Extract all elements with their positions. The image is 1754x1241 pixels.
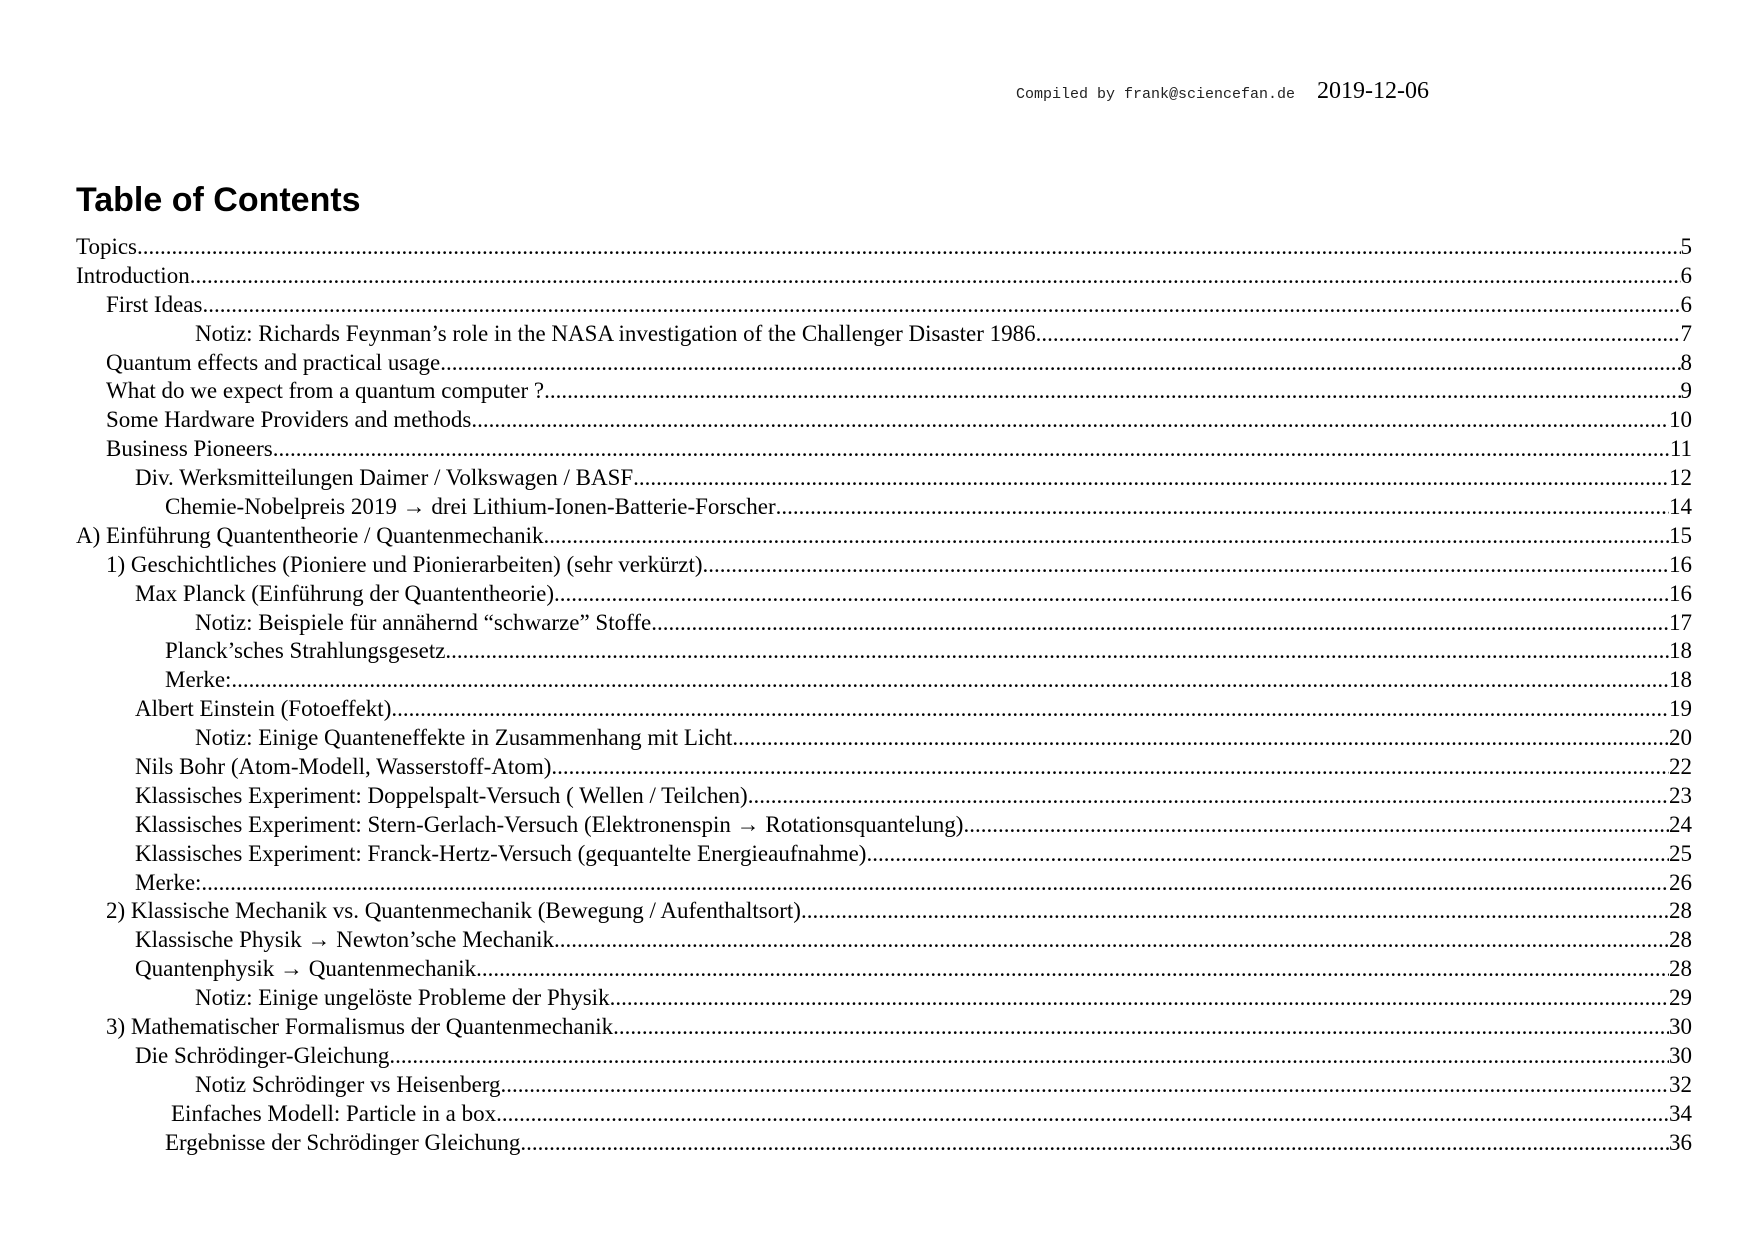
toc-entry-title: Nils Bohr (Atom-Modell, Wasserstoff-Atom): [135, 754, 552, 780]
toc-entry[interactable]: [76, 812, 1692, 841]
toc-entry[interactable]: [76, 494, 1692, 523]
compiled-by: Compiled by frank@sciencefan.de: [1015, 86, 1296, 103]
toc-entry-page: 28: [1669, 956, 1692, 982]
toc-entry-title: 3) Mathematischer Formalismus der Quantenmechanik: [106, 1014, 614, 1040]
dot-leader: [202, 292, 1680, 318]
dot-leader: [476, 956, 1669, 982]
toc-entry-title: Some Hardware Providers and methods: [106, 407, 472, 433]
toc-entry[interactable]: [76, 263, 1692, 292]
toc-entry-page: 23: [1669, 782, 1692, 808]
toc-entry[interactable]: [76, 407, 1692, 436]
toc-entry[interactable]: [76, 292, 1692, 321]
toc-entry[interactable]: [76, 956, 1692, 985]
toc-entry-title: Notiz Schrödinger vs Heisenberg: [195, 1071, 501, 1097]
dot-leader: [201, 870, 1669, 896]
toc-entry-page: 22: [1669, 754, 1692, 780]
dot-leader: [273, 436, 1670, 462]
dot-leader: [391, 696, 1669, 722]
toc-entry-page: 30: [1669, 1014, 1692, 1040]
dot-leader: [551, 754, 1669, 780]
toc-entry[interactable]: [76, 754, 1692, 783]
toc-entry[interactable]: [76, 465, 1692, 494]
toc-entry-page: 32: [1669, 1071, 1692, 1097]
toc-entry[interactable]: [76, 610, 1692, 639]
toc-entry[interactable]: [76, 378, 1692, 407]
toc-entry[interactable]: [76, 985, 1692, 1014]
toc-entry-page: 5: [1680, 234, 1692, 259]
dot-leader: [776, 494, 1669, 520]
dot-leader: [137, 234, 1681, 260]
document-header: [1016, 78, 1429, 105]
page-title: Table of Contents: [76, 181, 361, 219]
toc-entry-page: 20: [1669, 725, 1692, 751]
toc-entry[interactable]: [76, 638, 1692, 667]
toc-entry-title: Planck’sches Strahlungsgesetz: [165, 638, 446, 664]
toc-entry-page: 16: [1669, 551, 1692, 577]
toc-entry-title: Notiz: Beispiele für annähernd “schwarze” Stoffe: [195, 609, 652, 635]
dot-leader: [440, 350, 1680, 376]
toc-entry[interactable]: [76, 841, 1692, 870]
toc-entry-title: Klassisches Experiment: Doppelspalt-Versuch ( Wellen / Teilchen): [135, 782, 748, 808]
toc-entry-title: Merke:: [165, 667, 232, 693]
dot-leader: [1036, 321, 1681, 347]
toc-entry-page: 15: [1669, 522, 1692, 548]
dot-leader: [651, 610, 1669, 636]
toc-entry-page: 19: [1669, 696, 1692, 722]
toc-entry-page: 24: [1669, 811, 1692, 837]
toc-entry-title: Klassisches Experiment: Franck-Hertz-Versuch (gequantelte Energieaufnahme): [135, 840, 867, 866]
dot-leader: [445, 638, 1669, 664]
dot-leader: [801, 898, 1669, 924]
toc-entry-title: Merke:: [135, 869, 202, 895]
toc-entry-page: 29: [1669, 985, 1692, 1011]
table-of-contents: [76, 234, 1692, 1159]
toc-entry-page: 36: [1669, 1129, 1692, 1155]
toc-entry-page: 16: [1669, 580, 1692, 606]
toc-entry-page: 7: [1680, 320, 1692, 346]
toc-entry[interactable]: [76, 552, 1692, 581]
toc-entry-page: 26: [1669, 869, 1692, 895]
toc-entry[interactable]: [76, 523, 1692, 552]
toc-entry-title: Topics: [76, 234, 137, 259]
toc-entry[interactable]: [76, 667, 1692, 696]
toc-entry[interactable]: [76, 783, 1692, 812]
toc-entry-page: 11: [1669, 436, 1692, 462]
dot-leader: [190, 263, 1681, 289]
toc-entry-page: 10: [1669, 407, 1692, 433]
dot-leader: [610, 985, 1669, 1011]
toc-entry-title: What do we expect from a quantum computer ?: [106, 378, 545, 404]
toc-entry[interactable]: [76, 927, 1692, 956]
toc-entry-title: First Ideas: [106, 291, 203, 317]
dot-leader: [633, 465, 1669, 491]
toc-entry-title: Notiz: Einige Quanteneffekte in Zusammenhang mit Licht: [195, 725, 733, 751]
toc-entry[interactable]: [76, 321, 1692, 350]
dot-leader: [496, 1101, 1669, 1127]
dot-leader: [748, 783, 1669, 809]
toc-entry[interactable]: [76, 725, 1692, 754]
toc-entry-title: Die Schrödinger-Gleichung: [135, 1042, 390, 1068]
toc-entry[interactable]: [76, 350, 1692, 379]
toc-entry-page: 9: [1680, 378, 1692, 404]
toc-entry[interactable]: [76, 898, 1692, 927]
toc-entry[interactable]: [76, 436, 1692, 465]
toc-entry-page: 14: [1669, 494, 1692, 520]
toc-entry-title: 2) Klassische Mechanik vs. Quantenmechanik (Bewegung / Aufenthaltsort): [106, 898, 801, 924]
toc-entry[interactable]: [76, 1101, 1692, 1130]
toc-entry-page: 18: [1669, 667, 1692, 693]
toc-entry-title: Quantum effects and practical usage: [106, 349, 441, 375]
dot-leader: [544, 523, 1669, 549]
dot-leader: [732, 725, 1669, 751]
dot-leader: [963, 812, 1669, 838]
toc-entry-title: Introduction: [76, 262, 190, 288]
dot-leader: [471, 407, 1669, 433]
toc-entry-page: 6: [1680, 291, 1692, 317]
toc-entry-page: 6: [1680, 262, 1692, 288]
toc-entry-title: Einfaches Modell: Particle in a box: [171, 1100, 497, 1126]
dot-leader: [544, 378, 1680, 404]
toc-entry[interactable]: [76, 1072, 1692, 1101]
toc-entry-page: 18: [1669, 638, 1692, 664]
toc-entry-page: 28: [1669, 927, 1692, 953]
dot-leader: [520, 1130, 1669, 1156]
toc-entry-page: 17: [1669, 609, 1692, 635]
dot-leader: [501, 1072, 1669, 1098]
document-date: 2019-12-06: [1317, 78, 1429, 104]
toc-entry-page: 12: [1669, 465, 1692, 491]
toc-entry[interactable]: [76, 1043, 1692, 1072]
toc-entry-title: Albert Einstein (Fotoeffekt): [135, 696, 392, 722]
toc-entry-title: Klassische Physik → Newton’sche Mechanik: [135, 927, 555, 953]
dot-leader: [231, 667, 1669, 693]
dot-leader: [389, 1043, 1669, 1069]
dot-leader: [866, 841, 1669, 867]
toc-entry-title: Div. Werksmitteilungen Daimer / Volkswagen / BASF: [135, 465, 634, 491]
toc-entry[interactable]: [76, 1014, 1692, 1043]
dot-leader: [554, 927, 1669, 953]
toc-entry-page: 8: [1680, 349, 1692, 375]
toc-entry[interactable]: [76, 696, 1692, 725]
toc-entry-title: Max Planck (Einführung der Quantentheorie): [135, 580, 554, 606]
toc-entry-title: 1) Geschichtliches (Pioniere und Pionierarbeiten) (sehr verkürzt): [106, 551, 703, 577]
toc-entry-title: Quantenphysik → Quantenmechanik: [135, 956, 477, 982]
toc-entry-title: Klassisches Experiment: Stern-Gerlach-Versuch (Elektronenspin → Rotationsquantelung): [135, 811, 964, 837]
toc-entry[interactable]: [76, 1130, 1692, 1159]
dot-leader: [613, 1014, 1669, 1040]
toc-entry-title: Notiz: Richards Feynman’s role in the NASA investigation of the Challenger Disaster 1986: [195, 320, 1036, 346]
toc-entry-title: Notiz: Einige ungelöste Probleme der Physik: [195, 985, 610, 1011]
dot-leader: [554, 581, 1669, 607]
dot-leader: [703, 552, 1669, 578]
toc-entry-page: 25: [1669, 840, 1692, 866]
toc-entry-title: A) Einführung Quantentheorie / Quantenmechanik: [76, 522, 544, 548]
toc-entry-page: 34: [1669, 1100, 1692, 1126]
toc-entry-title: Ergebnisse der Schrödinger Gleichung: [165, 1129, 521, 1155]
toc-entry-page: 28: [1669, 898, 1692, 924]
toc-entry-page: 30: [1669, 1042, 1692, 1068]
toc-entry[interactable]: [76, 581, 1692, 610]
toc-entry-title: Business Pioneers: [106, 436, 273, 462]
toc-entry-title: Chemie-Nobelpreis 2019 → drei Lithium-Ionen-Batterie-Forscher: [165, 494, 776, 520]
toc-entry[interactable]: [76, 234, 1692, 263]
toc-entry[interactable]: [76, 870, 1692, 899]
